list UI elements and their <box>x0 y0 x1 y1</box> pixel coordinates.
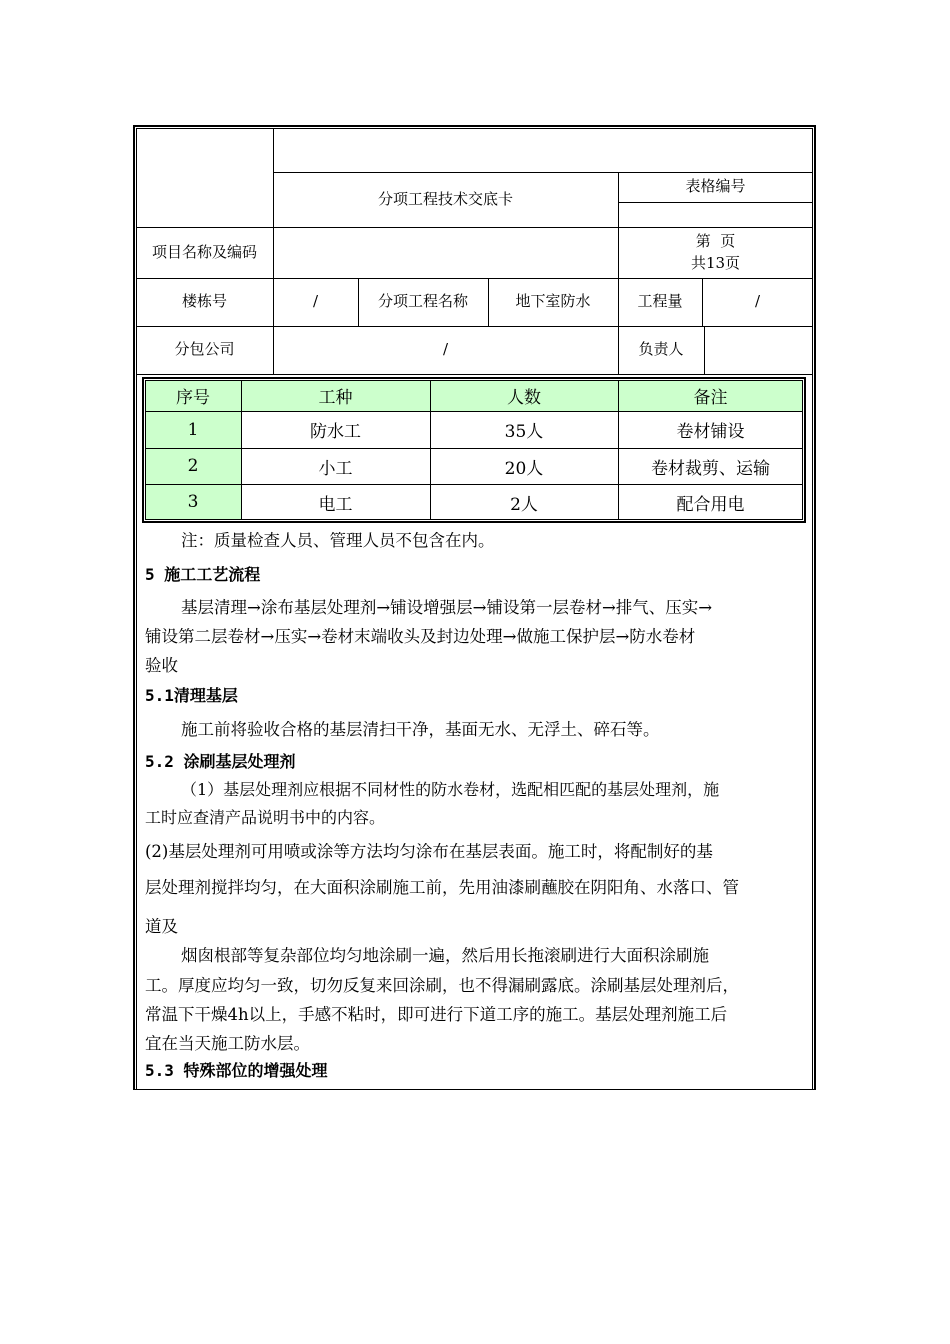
form-title: 分项工程技术交底卡 <box>377 189 513 208</box>
form-number-label: 表格编号 <box>685 177 746 196</box>
staff-cell: 防水工 <box>310 422 361 442</box>
section-5-3-title: 5.3 特殊部位的增强处理 <box>145 1061 328 1080</box>
paragraph-line: 烟囱根部等复杂部位均匀地涂刷一遍，然后用长拖滚刷进行大面积涂刷施 <box>181 946 709 965</box>
staff-cell: 20人 <box>504 458 544 479</box>
section-5-title: 5 施工工艺流程 <box>145 565 261 584</box>
staff-col-trade: 工种 <box>318 388 353 408</box>
subcontractor-label: 分包公司 <box>174 340 235 359</box>
process-flow-line: 基层清理→涂布基层处理剂→铺设增强层→铺设第一层卷材→排气、压实→ <box>181 598 713 617</box>
paragraph-line: (2)基层处理剂可用喷或涂等方法均匀涂布在基层表面。施工时，将配制好的基 <box>145 842 713 861</box>
staff-cell: 卷材裁剪、运输 <box>651 458 770 479</box>
staff-cell: 电工 <box>318 494 353 515</box>
project-label: 项目名称及编码 <box>151 242 257 261</box>
manager-value <box>704 326 813 374</box>
paragraph-line: 道及 <box>145 917 178 936</box>
staff-cell: 2 <box>187 456 199 476</box>
staff-cell: 小工 <box>318 458 353 479</box>
staffing-note: 注：质量检查人员、管理人员不包含在内。 <box>181 531 495 550</box>
section-5-1-text: 施工前将验收合格的基层清扫干净，基面无水、无浮土、碎石等。 <box>181 720 660 739</box>
staff-col-count: 人数 <box>507 388 541 408</box>
paragraph-line: 工。厚度应均匀一致，切勿反复来回涂刷，也不得漏刷露底。涂刷基层处理剂后， <box>145 976 739 995</box>
subcontractor-value: / <box>442 340 449 359</box>
form-number-value <box>618 202 813 227</box>
paragraph-line: （1）基层处理剂应根据不同材性的防水卷材，选配相匹配的基层处理剂，施 <box>181 780 720 799</box>
staff-cell: 配合用电 <box>676 494 745 515</box>
building-value: / <box>312 292 319 311</box>
staff-cell: 3 <box>187 492 199 512</box>
paragraph-line: 层处理剂搅拌均匀，在大面积涂刷施工前，先用油漆刷蘸胶在阴阳角、水落口、管 <box>145 878 739 897</box>
process-flow-line: 验收 <box>145 656 178 675</box>
paragraph-line: 常温下干燥4h以上，手感不粘时，即可进行下道工序的施工。基层处理剂施工后 <box>145 1005 728 1024</box>
quantity-label: 工程量 <box>637 292 683 311</box>
paragraph-line: 工时应查清产品说明书中的内容。 <box>145 808 386 827</box>
manager-label: 负责人 <box>638 340 684 359</box>
staff-cell: 2人 <box>510 494 538 515</box>
section-5-1-title: 5.1清理基层 <box>145 686 238 705</box>
grid-line <box>136 374 813 375</box>
paragraph-line: 宜在当天施工防水层。 <box>145 1034 310 1053</box>
quantity-value: / <box>754 292 761 311</box>
section-5-2-title: 5.2 涂刷基层处理剂 <box>145 752 296 771</box>
total-pages: 共13页 <box>690 253 741 272</box>
process-flow-line: 铺设第二层卷材→压实→卷材末端收头及封边处理→做施工保护层→防水卷材 <box>145 627 696 646</box>
staff-col-index: 序号 <box>176 388 210 408</box>
page-label: 第 页 <box>695 231 736 250</box>
staff-cell: 35人 <box>504 422 544 442</box>
staff-cell: 卷材铺设 <box>676 422 745 442</box>
staff-col-remark: 备注 <box>693 388 728 408</box>
subitem-value: 地下室防水 <box>515 292 591 311</box>
building-label: 楼栋号 <box>181 292 227 311</box>
subitem-label: 分项工程名称 <box>377 292 468 311</box>
staff-cell: 1 <box>187 419 199 440</box>
page-info <box>618 227 813 278</box>
project-value <box>273 227 618 278</box>
